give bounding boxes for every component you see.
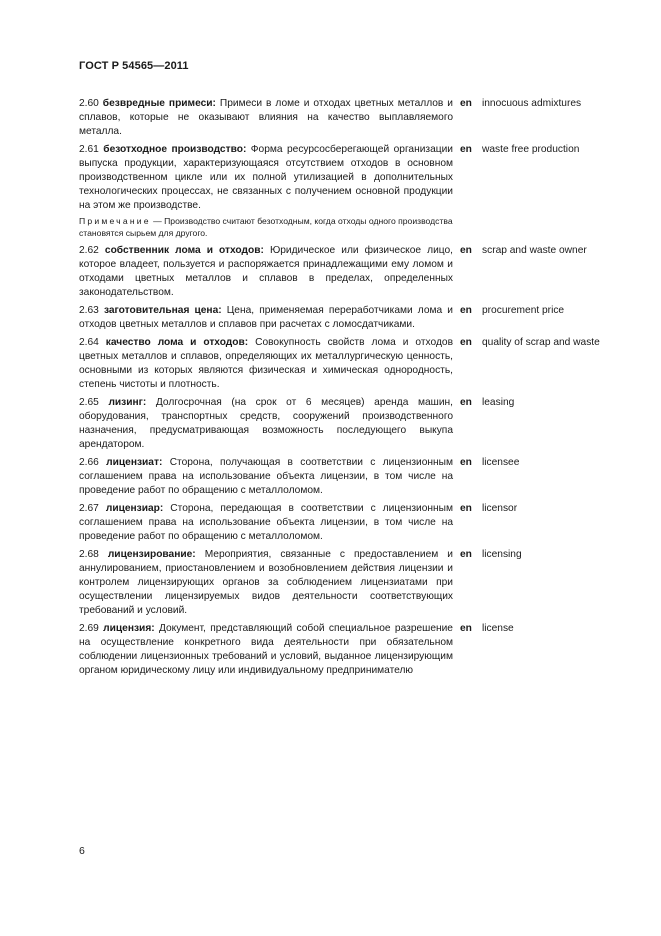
term-number: 2.69 — [79, 623, 99, 634]
term-name: заготовительная цена: — [103, 305, 222, 316]
term-definition — [79, 336, 453, 392]
term-number: 2.68 — [79, 549, 99, 560]
english-term: procurement price — [482, 305, 565, 316]
definition-text: Мероприятия, связанные с предоставлением и аннулированием, приостановлением и возобновлением действия лицензии и контролем лицензирующих органов за соблюдением лицензиатами при осуществлении лицензируемых видов деятельности соответствующих требований и условий. — [79, 549, 453, 616]
language-code: en — [460, 549, 472, 560]
english-term: waste free production — [482, 144, 580, 155]
term-name: лицензия: — [103, 623, 155, 634]
definition-text: Документ, представляющий собой специальное разрешение на осуществление конкретного вида деятельности при обязательном соблюдении лицензионных требований и условий, выданное лицензирующим органом юридическому лицу или индивидуальному предпринимателю — [79, 623, 453, 676]
term-definition — [79, 97, 453, 139]
english-term: licensee — [482, 457, 520, 468]
term-name: собственник лома и отходов: — [104, 245, 264, 256]
english-term: licensor — [482, 503, 518, 514]
term-entry — [79, 304, 619, 332]
term-entry — [79, 456, 619, 498]
term-entry — [79, 97, 619, 139]
term-name: безотходное производство: — [103, 144, 247, 155]
definition-text: Сторона, передающая в соответствии с лицензионным соглашением права на использование объекта лицензии, в том числе на проведение работ по обращению с металлоломом. — [79, 503, 453, 542]
language-code: en — [460, 144, 472, 155]
language-code: en — [460, 397, 472, 408]
term-name: лицензиар: — [105, 503, 164, 514]
term-name: лицензиат: — [106, 457, 163, 468]
term-entry — [79, 396, 619, 452]
term-entry — [79, 622, 619, 678]
note-label: Примечание — [79, 216, 151, 226]
term-entry — [79, 548, 619, 618]
term-entry — [79, 336, 619, 392]
term-entry — [79, 502, 619, 544]
english-term: license — [482, 623, 514, 634]
term-definition — [79, 622, 453, 678]
term-definition — [79, 456, 453, 498]
term-definition — [79, 548, 453, 618]
language-code: en — [460, 623, 472, 634]
language-code: en — [460, 457, 472, 468]
english-term: quality of scrap and waste — [482, 337, 600, 348]
definition-text: Совокупность свойств лома и отходов цветных металлов и сплавов, определяющих их металлургическую ценность, основными из которых являются физическая и химическая однородность, степень чистоты и плотность. — [79, 337, 453, 390]
page-number: 6 — [79, 845, 85, 857]
language-code: en — [460, 337, 472, 348]
term-name: лизинг: — [108, 397, 147, 408]
term-definition — [79, 304, 453, 332]
term-entry — [79, 244, 619, 300]
definition-text: Цена, применяемая переработчиками лома и отходов цветных металлов и сплавов при расчетах с ломосдатчиками. — [79, 305, 453, 330]
language-code: en — [460, 305, 472, 316]
language-code: en — [460, 503, 472, 514]
definition-text: Долгосрочная (на срок от 6 месяцев) аренда машин, оборудования, транспортных средств, сооружений производственного назначения, предусматривающая возможность последующего выкупа арендатором. — [79, 397, 453, 450]
definition-text: Сторона, получающая в соответствии с лицензионным соглашением права на использование объекта лицензии, в том числе на проведение работ по обращению с металлоломом. — [79, 457, 453, 496]
term-definition — [79, 143, 453, 213]
language-code: en — [460, 98, 472, 109]
term-number: 2.65 — [79, 397, 99, 408]
term-entry — [79, 143, 619, 213]
term-number: 2.62 — [79, 245, 99, 256]
term-name: лицензирование: — [107, 549, 196, 560]
definition-text: Форма ресурсосберегающей организации выпуска продукции, характеризующаяся отсутствием отходов в основном производственном цикле или их полной утилизацией в дополнительных технологических процессах, не связанных с получением основной продукции на этом же производстве. — [79, 144, 453, 211]
term-definition — [79, 244, 453, 300]
definition-text: Примеси в ломе и отходах цветных металлов и сплавов, которые не оказывают влияния на качество выплавляемого металла. — [79, 98, 453, 137]
term-number: 2.66 — [79, 457, 99, 468]
english-term: innocuous admixtures — [482, 98, 582, 109]
english-term: licensing — [482, 549, 522, 560]
document-header: ГОСТ Р 54565—2011 — [79, 60, 189, 72]
term-number: 2.64 — [79, 337, 99, 348]
note-text: — Производство считают безотходным, когда отходы одного производства становятся сырьем для другого. — [79, 216, 453, 238]
term-definition — [79, 396, 453, 452]
term-number: 2.63 — [79, 305, 99, 316]
term-name: безвредные примеси: — [102, 98, 216, 109]
terms-list — [79, 97, 619, 682]
language-code: en — [460, 245, 472, 256]
note — [79, 216, 453, 239]
term-number: 2.61 — [79, 144, 99, 155]
term-definition — [79, 502, 453, 544]
definition-text: Юридическое или физическое лицо, которое владеет, пользуется и распоряжается принадлежащими ему ломом и отходами цветных металлов и сплавов в пределах, определенных законодательством. — [79, 245, 453, 298]
english-term: scrap and waste owner — [482, 245, 587, 256]
term-number: 2.60 — [79, 98, 99, 109]
english-term: leasing — [482, 397, 515, 408]
term-name: качество лома и отходов: — [105, 337, 249, 348]
term-number: 2.67 — [79, 503, 99, 514]
